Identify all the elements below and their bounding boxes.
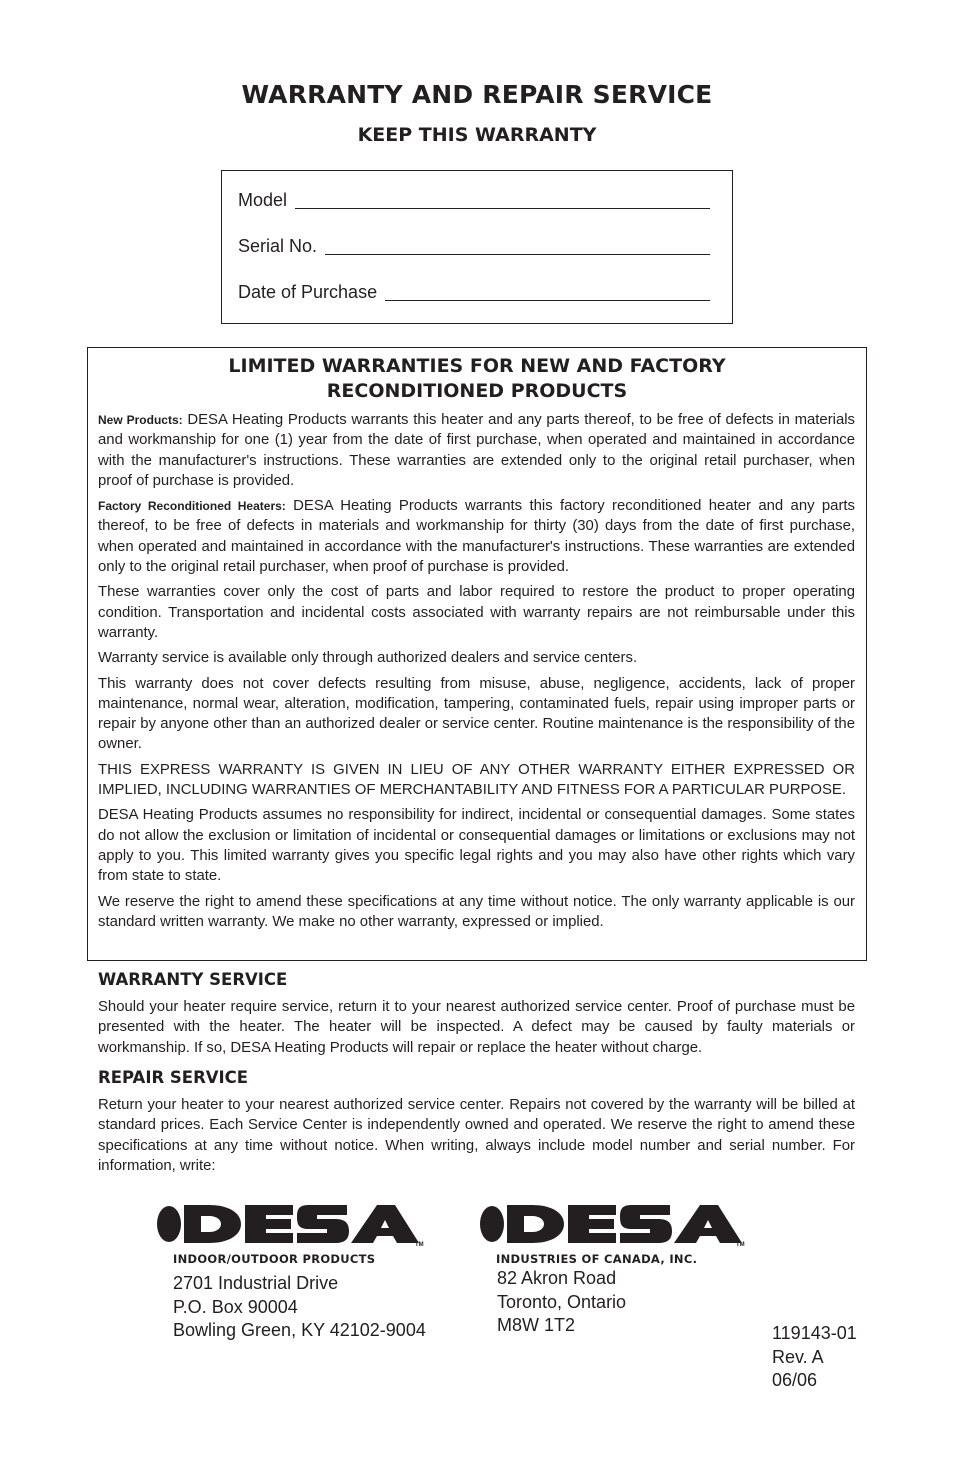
- us-address-line2: P.O. Box 90004: [173, 1296, 298, 1317]
- new-products-label: New Products:: [98, 413, 183, 427]
- desa-logo-mark: [157, 1202, 422, 1250]
- repair-service-heading: REPAIR SERVICE: [98, 1068, 249, 1087]
- repair-service-text: Return your heater to your nearest authorized service center. Repairs not covered by the warranty will be billed at standard prices. Each Service Center is independently owned and operated. We reserve the right to amend these specifications at any time without notice. When writing, always include model number and serial number. For information, write:: [98, 1097, 855, 1174]
- us-address-line1: 2701 Industrial Drive: [173, 1273, 339, 1293]
- new-products-text: DESA Heating Products warrants this heater and any parts thereof, to be free of defects in materials and workmanship for one (1) year from the date of first purchase, when operated and maintained in accordance with the manufacturer's instructions. These warranties are extended only to the original retail purchaser, when proof of purchase is provided.: [98, 412, 856, 489]
- cost-paragraph: These warranties cover only the cost of parts and labor required to restore the product to proper operating condition. Transportation and incidental costs associated with warranty repairs are not reimbursable under this warranty.: [98, 584, 855, 641]
- date-row: [238, 282, 710, 303]
- reconditioned-label: Factory Reconditioned Heaters:: [98, 499, 286, 514]
- revision-date: 06/06: [772, 1370, 818, 1390]
- desa-logo-us: [157, 1202, 424, 1266]
- model-label: Model: [238, 190, 288, 210]
- canada-address-line2: Toronto, Ontario: [497, 1291, 627, 1312]
- exclusions-paragraph: This warranty does not cover defects resulting from misuse, abuse, negligence, accidents, lack of proper maintenance, normal wear, alteration, modification, tampering, contaminated fuels, repair using improper parts or repair by anyone other than an authorized dealer or service center. Routine maintenance is the responsibility of the owner.: [98, 675, 855, 753]
- limited-warranty-body: [98, 410, 855, 937]
- serial-field[interactable]: [325, 254, 710, 255]
- canada-division-label: INDUSTRIES OF CANADA, INC.: [496, 1252, 698, 1266]
- document-info: [772, 1322, 857, 1393]
- warranty-service-text: Should your heater require service, return it to your nearest authorized service center. Proof of purchase must be presented with the heater. The heater will be inspected. A defect may be caused by faulty materials or workmanship. If so, DESA Heating Products will repair or replace the heater without charge.: [98, 999, 855, 1056]
- canada-address: [497, 1267, 626, 1338]
- date-label: Date of Purchase: [238, 282, 378, 302]
- us-division-label: INDOOR/OUTDOOR PRODUCTS: [173, 1252, 376, 1266]
- limited-warranty-title: [88, 354, 866, 404]
- model-row: [238, 190, 710, 211]
- page-subtitle: KEEP THIS WARRANTY: [357, 124, 597, 146]
- desa-logo-mark: [480, 1202, 745, 1250]
- canada-address-line3: M8W 1T2: [497, 1315, 576, 1335]
- serial-row: [238, 236, 710, 257]
- service-paragraph: Warranty service is available only through authorized dealers and service centers.: [98, 650, 638, 667]
- canada-address-line1: 82 Akron Road: [497, 1268, 617, 1288]
- new-products-paragraph: [98, 410, 855, 491]
- trademark-mark: TM: [736, 1242, 745, 1248]
- revision: Rev. A: [772, 1346, 824, 1367]
- warranty-service-heading: WARRANTY SERVICE: [98, 970, 288, 989]
- reserve-paragraph: We reserve the right to amend these specifications at any time without notice. The only warranty applicable is our standard written warranty. We make no other warranty, expressed or implied.: [98, 893, 855, 930]
- us-address-line3: Bowling Green, KY 42102-9004: [173, 1320, 426, 1340]
- part-number: 119143-01: [772, 1323, 857, 1343]
- express-warranty-paragraph: THIS EXPRESS WARRANTY IS GIVEN IN LIEU OF ANY OTHER WARRANTY EITHER EXPRESSED OR IMPLIED, INCLUDING WARRANTIES OF MERCHANTABILITY AND FITNESS FOR A PARTICULAR PURPOSE.: [98, 761, 855, 799]
- liability-paragraph: DESA Heating Products assumes no responsibility for indirect, incidental or consequential damages. Some states do not allow the exclusion or limitation of incidental or consequential damages or limitations or exclusions may not apply to you. This limited warranty gives you specific legal rights and you may also have other rights which vary from state to state.: [98, 807, 855, 885]
- us-address: [173, 1272, 426, 1343]
- date-field[interactable]: [385, 300, 710, 301]
- reconditioned-paragraph: [98, 496, 855, 577]
- model-field[interactable]: [295, 208, 710, 209]
- trademark-mark: TM: [415, 1242, 424, 1248]
- limited-warranty-title-line2: RECONDITIONED PRODUCTS: [326, 380, 628, 402]
- desa-logo-canada: [480, 1202, 745, 1266]
- limited-warranty-title-line1: LIMITED WARRANTIES FOR NEW AND FACTORY: [228, 355, 726, 377]
- page-title: WARRANTY AND REPAIR SERVICE: [241, 80, 713, 109]
- limited-warranty-box: [87, 347, 867, 961]
- reconditioned-text: DESA Heating Products warrants this factory reconditioned heater and any parts thereof, to be free of defects in materials and workmanship for thirty (30) days from the date of first purchase, when operated and maintained in accordance with the manufacturer's instructions. These warranties are extended only to the original retail purchaser, when proof of purchase is provided.: [98, 498, 856, 576]
- registration-box: [221, 170, 733, 324]
- serial-label: Serial No.: [238, 236, 318, 256]
